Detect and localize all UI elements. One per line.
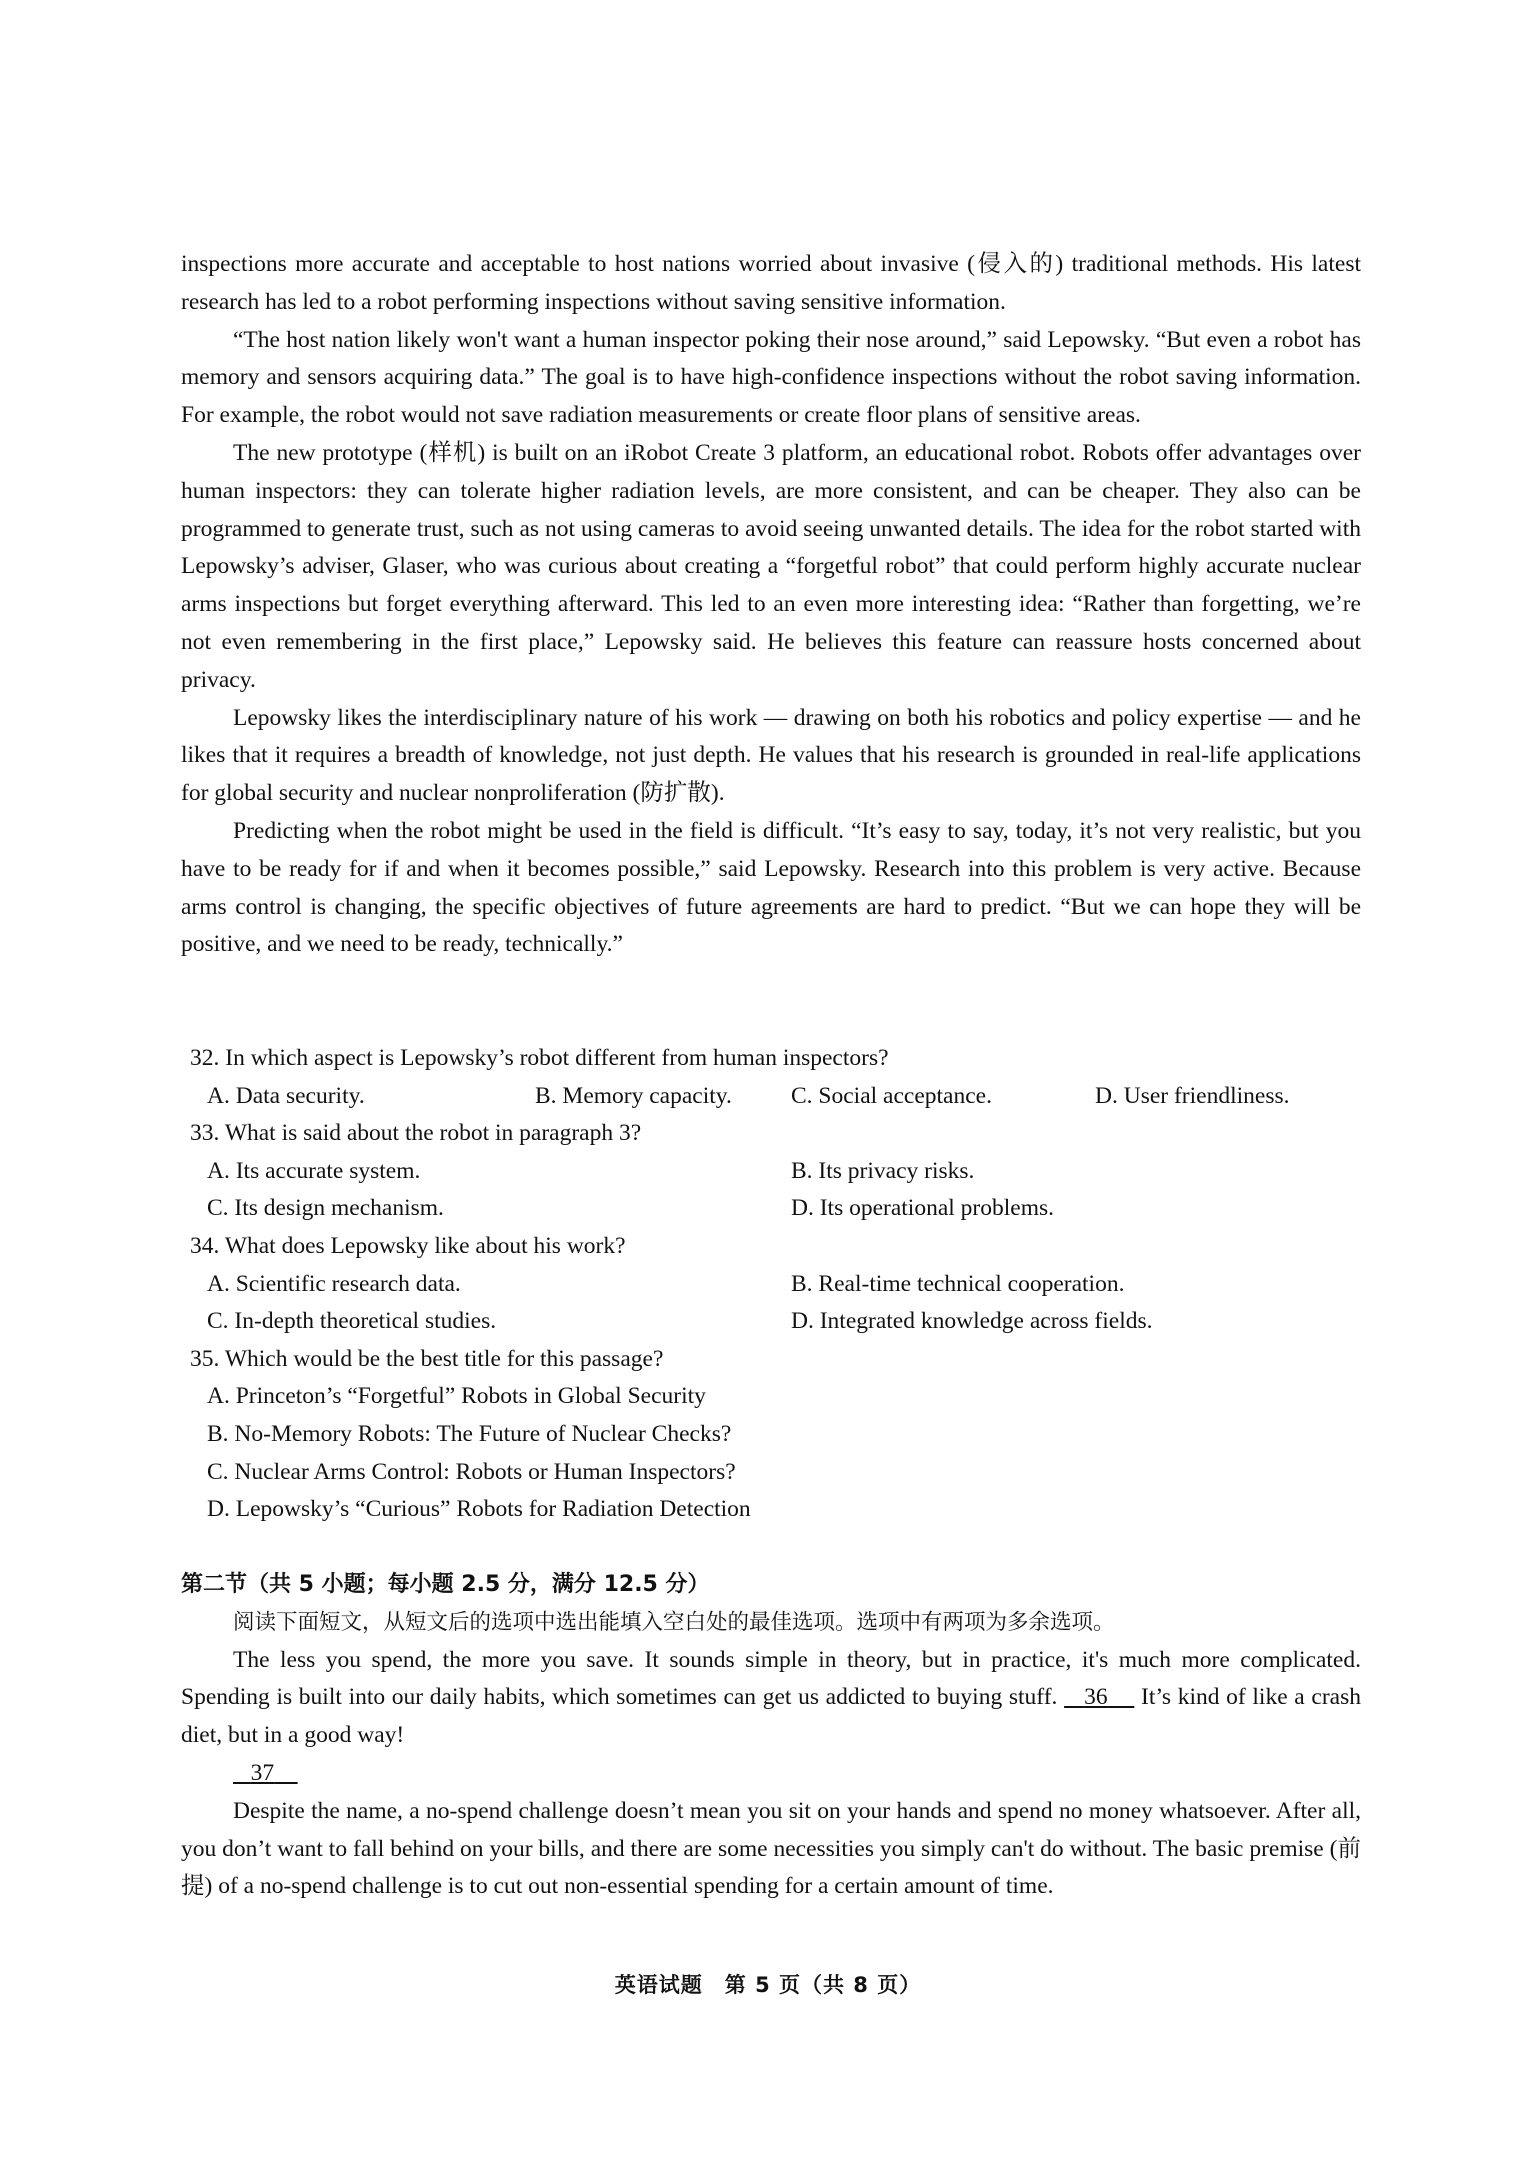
section-two-title: 第二节（共 5 小题；每小题 2.5 分，满分 12.5 分） xyxy=(181,1572,710,1597)
question-33-stem: 33. What is said about the robot in paragraph 3? xyxy=(190,1120,642,1147)
option-32-c: C. Social acceptance. xyxy=(791,1082,992,1109)
question-35-stem: 35. Which would be the best title for this passage? xyxy=(190,1345,664,1372)
question-35-option-d-row xyxy=(190,1491,1370,1529)
reading-passage xyxy=(181,246,1361,964)
option-33-b: B. Its privacy risks. xyxy=(791,1157,975,1184)
cloze-text-before-36: The less you spend, the more you save. It sounds simple in theory, but in practice, it's much more complicated. Spending is built into our daily habits, which sometimes can get us addicted to buying stuff. xyxy=(181,1646,1361,1711)
section-two xyxy=(181,1566,1361,1906)
question-34-stem: 34. What does Lepowsky like about his work? xyxy=(190,1232,626,1259)
option-35-c: C. Nuclear Arms Control: Robots or Human Inspectors? xyxy=(207,1458,736,1485)
passage-paragraph-4: Lepowsky likes the interdisciplinary nature of his work — drawing on both his robotics and policy expertise — and he likes that it requires a breadth of knowledge, not just depth. He values that his research is grounded in real-life applications for global security and nuclear nonproliferation (防扩散). xyxy=(181,704,1361,807)
option-35-d: D. Lepowsky’s “Curious” Robots for Radiation Detection xyxy=(207,1496,751,1523)
cloze-paragraph-1 xyxy=(181,1642,1361,1755)
passage-paragraph-2: “The host nation likely won't want a human inspector poking their nose around,” said Lepowsky. “But even a robot has memory and sensors acquiring data.” The goal is to have high-confidence inspections without the robot saving information. For example, the robot would not save radiation measurements or create floor plans of sensitive areas. xyxy=(181,326,1361,429)
option-35-a: A. Princeton’s “Forgetful” Robots in Global Security xyxy=(207,1383,706,1410)
blank-36 xyxy=(1064,1684,1134,1710)
cloze-paragraph-2: Despite the name, a no-spend challenge doesn’t mean you sit on your hands and spend no money whatsoever. After all, you don’t want to fall behind on your bills, and there are some necessities you simply can't do without. The basic premise (前提) of a no-spend challenge is to cut out non-essential spending for a certain amount of time. xyxy=(181,1797,1361,1900)
section-two-instruction: 阅读下面短文，从短文后的选项中选出能填入空白处的最佳选项。选项中有两项为多余选项。 xyxy=(233,1609,1115,1635)
question-35-option-b-row xyxy=(190,1416,1370,1454)
option-34-c: C. In-depth theoretical studies. xyxy=(207,1308,497,1335)
question-33-options-row-1 xyxy=(190,1153,1370,1191)
question-list xyxy=(190,1040,1370,1529)
passage-paragraph-1: inspections more accurate and acceptable to host nations worried about invasive (侵入的) traditional methods. His latest research has led to a robot performing inspections without saving sensitive information. xyxy=(181,251,1361,315)
option-34-a: A. Scientific research data. xyxy=(207,1270,461,1297)
option-35-b: B. No-Memory Robots: The Future of Nuclear Checks? xyxy=(207,1420,732,1447)
blank-37 xyxy=(233,1760,298,1786)
option-33-c: C. Its design mechanism. xyxy=(207,1195,444,1222)
question-34-options-row-2 xyxy=(190,1303,1370,1341)
cloze-text-after-36: It’s kind of like a crash diet, but in a good way! xyxy=(181,1684,1361,1749)
blank-36-number: 36 xyxy=(1084,1684,1108,1711)
blank-37-line xyxy=(181,1755,1361,1793)
question-32-options xyxy=(190,1078,1370,1116)
passage-paragraph-5: Predicting when the robot might be used in the field is difficult. “It’s easy to say, today, it’s not very realistic, but you have to be ready for if and when it becomes possible,” said Lepowsky. Research into this problem is very active. Because arms control is changing, the specific objectives of future agreements are hard to predict. “But we can hope they will be positive, and we need to be ready, technically.” xyxy=(181,817,1361,958)
option-32-a: A. Data security. xyxy=(207,1082,365,1109)
option-34-b: B. Real-time technical cooperation. xyxy=(791,1270,1125,1297)
page-footer: 英语试题 第 5 页（共 8 页） xyxy=(614,1973,922,1997)
option-33-d: D. Its operational problems. xyxy=(791,1195,1055,1222)
question-33-options-row-2 xyxy=(190,1190,1370,1228)
option-34-d: D. Integrated knowledge across fields. xyxy=(791,1308,1153,1335)
question-35-option-a-row xyxy=(190,1378,1370,1416)
blank-37-number: 37 xyxy=(250,1759,275,1786)
option-32-d: D. User friendliness. xyxy=(1095,1082,1290,1109)
option-32-b: B. Memory capacity. xyxy=(535,1082,732,1109)
question-34-options-row-1 xyxy=(190,1266,1370,1304)
passage-paragraph-3: The new prototype (样机) is built on an iRobot Create 3 platform, an educational robot. Robots offer advantages over human inspectors: they can tolerate higher radiation levels, are more consistent, and can be cheaper. They also can be programmed to generate trust, such as not using cameras to avoid seeing unwanted details. The idea for the robot started with Lepowsky’s adviser, Glaser, who was curious about creating a “forgetful robot” that could perform highly accurate nuclear arms inspections but forget everything afterward. This led to an even more interesting idea: “Rather than forgetting, we’re not even remembering in the first place,” Lepowsky said. He believes this feature can reassure hosts concerned about privacy. xyxy=(181,439,1361,693)
option-33-a: A. Its accurate system. xyxy=(207,1157,421,1184)
question-32-stem: 32. In which aspect is Lepowsky’s robot different from human inspectors? xyxy=(190,1045,889,1071)
question-35-option-c-row xyxy=(190,1454,1370,1492)
